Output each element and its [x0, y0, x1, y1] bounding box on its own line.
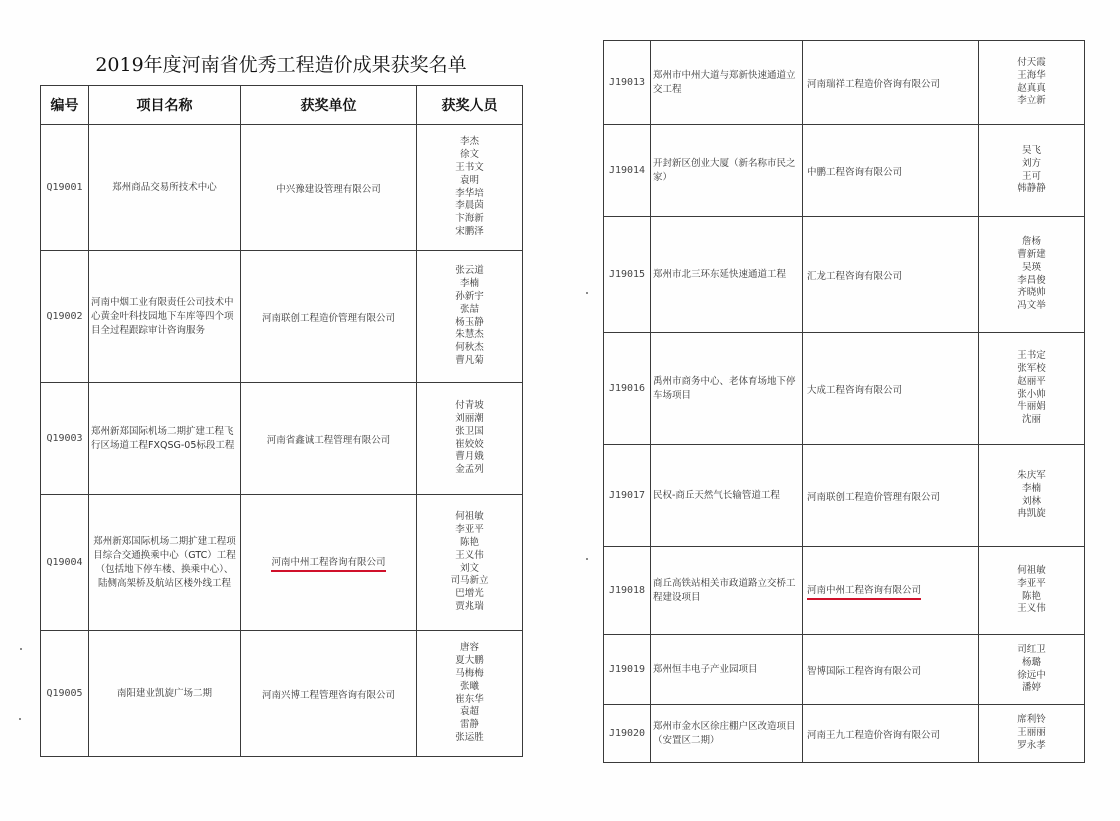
project-name: 郑州新郑国际机场二期扩建工程飞行区场道工程FXQSG-05标段工程 — [89, 383, 241, 495]
person-name: 李亚平 — [455, 524, 484, 536]
person-name: 朱庆军 — [1017, 469, 1046, 481]
person-name: 司红卫 — [1017, 643, 1046, 655]
table-header-row — [41, 86, 523, 125]
award-unit: 大成工程咨询有限公司 — [807, 384, 903, 396]
person-name: 杨璐 — [1021, 656, 1041, 668]
table-row — [604, 333, 1085, 445]
person-name: 袁超 — [459, 706, 479, 718]
person-name: 韩静静 — [1017, 183, 1046, 195]
header-project: 项目名称 — [89, 86, 241, 125]
document-title: 2019年度河南省优秀工程造价成果获奖名单 — [95, 54, 467, 76]
person-name: 王丽丽 — [1017, 727, 1046, 739]
award-unit-cell — [803, 333, 979, 445]
person-name: 李楠 — [1021, 482, 1041, 494]
award-unit-underlined: 河南中州工程咨询有限公司 — [807, 582, 921, 600]
person-name: 雷静 — [459, 719, 479, 731]
award-code: J19014 — [604, 125, 651, 217]
person-name: 吴瑛 — [1021, 261, 1041, 273]
person-name: 崔姣姣 — [455, 438, 484, 450]
person-name: 李昌俊 — [1017, 274, 1046, 286]
project-name: 郑州市北三环东延快速通道工程 — [651, 217, 803, 333]
award-unit-cell — [241, 631, 417, 757]
award-people — [979, 635, 1085, 705]
award-code: Q19005 — [41, 631, 89, 757]
award-unit-underlined: 河南中州工程咨询有限公司 — [271, 554, 385, 572]
award-people — [417, 383, 523, 495]
project-name: 河南中烟工业有限责任公司技术中心黄金叶科技园地下车库等四个项目全过程跟踪审计咨询服务 — [89, 251, 241, 383]
person-name: 王可 — [1021, 170, 1041, 182]
award-code: J19017 — [604, 445, 651, 547]
person-name: 孙新宇 — [455, 290, 484, 302]
table-row — [604, 705, 1085, 763]
table-row — [41, 383, 523, 495]
person-name: 朱慧杰 — [455, 329, 484, 341]
person-name: 詹杨 — [1021, 236, 1041, 248]
award-people — [979, 547, 1085, 635]
award-code: J19013 — [604, 41, 651, 125]
person-name: 杨玉静 — [455, 316, 484, 328]
project-name: 商丘高铁站相关市政道路立交桥工程建设项目 — [651, 547, 803, 635]
table-row — [604, 125, 1085, 217]
award-people — [979, 41, 1085, 125]
person-name: 张运胜 — [455, 731, 484, 743]
person-name: 陈艳 — [459, 536, 479, 548]
person-name: 马梅梅 — [455, 667, 484, 679]
award-code: J19019 — [604, 635, 651, 705]
person-name: 贾兆瑞 — [455, 600, 484, 612]
person-name: 罗永孝 — [1017, 739, 1046, 751]
table-row — [41, 125, 523, 251]
person-name: 何秋杰 — [455, 342, 484, 354]
award-unit: 河南兴博工程管理咨询有限公司 — [261, 689, 395, 701]
person-name: 宋鹏泽 — [455, 225, 484, 237]
table-row — [604, 41, 1085, 125]
person-name: 徐文 — [459, 149, 479, 161]
person-name: 付天霞 — [1017, 56, 1046, 68]
award-unit: 河南联创工程造价管理有限公司 — [807, 491, 941, 503]
person-name: 王义伟 — [1017, 603, 1046, 615]
person-name: 王书文 — [455, 161, 484, 173]
award-people — [979, 217, 1085, 333]
person-name: 巴增光 — [455, 588, 484, 600]
award-code: Q19003 — [41, 383, 89, 495]
person-name: 袁明 — [459, 174, 479, 186]
project-name: 南阳建业凯旋广场二期 — [89, 631, 241, 757]
table-row — [604, 547, 1085, 635]
person-name: 何祖敏 — [455, 511, 484, 523]
award-unit: 智博国际工程咨询有限公司 — [807, 665, 922, 677]
person-name: 张小帅 — [1017, 388, 1046, 400]
award-people — [417, 125, 523, 251]
award-unit-cell — [803, 547, 979, 635]
header-people: 获奖人员 — [417, 86, 523, 125]
award-unit-cell — [803, 445, 979, 547]
project-name: 开封新区创业大厦（新名称市民之家） — [651, 125, 803, 217]
award-unit: 中鹏工程咨询有限公司 — [807, 166, 903, 178]
award-unit: 中兴豫建设管理有限公司 — [276, 183, 381, 195]
header-unit: 获奖单位 — [241, 86, 417, 125]
person-name: 刘丽潮 — [455, 412, 484, 424]
person-name: 曹新建 — [1017, 248, 1046, 260]
project-name: 民权-商丘天然气长输管道工程 — [651, 445, 803, 547]
project-name: 郑州新郑国际机场二期扩建工程项目综合交通换乘中心（GTC）工程（包括地下停车楼、换乘中心）、陆侧高架桥及航站区楼外线工程 — [89, 495, 241, 631]
header-code: 编号 — [41, 86, 89, 125]
award-table-left-body — [41, 125, 523, 757]
person-name: 陈艳 — [1021, 590, 1041, 602]
person-name: 李晨茵 — [455, 200, 484, 212]
award-code: J19020 — [604, 705, 651, 763]
award-unit-cell — [803, 705, 979, 763]
person-name: 张军校 — [1017, 362, 1046, 374]
award-unit-cell — [241, 125, 417, 251]
person-name: 刘文 — [459, 562, 479, 574]
project-name: 禹州市商务中心、老体育场地下停车场项目 — [651, 333, 803, 445]
award-unit: 汇龙工程咨询有限公司 — [807, 270, 903, 282]
award-table-right — [603, 40, 1085, 763]
award-unit-cell — [803, 125, 979, 217]
project-name: 郑州市中州大道与郑新快速通道立交工程 — [651, 41, 803, 125]
person-name: 刘林 — [1021, 495, 1041, 507]
award-people — [979, 125, 1085, 217]
award-table-left — [40, 85, 523, 757]
award-code: J19018 — [604, 547, 651, 635]
person-name: 王书定 — [1017, 350, 1046, 362]
person-name: 张卫国 — [455, 425, 484, 437]
person-name: 刘方 — [1021, 157, 1041, 169]
person-name: 卞海新 — [455, 213, 484, 225]
person-name: 金孟列 — [455, 464, 484, 476]
person-name: 席利铃 — [1017, 714, 1046, 726]
table-row — [41, 251, 523, 383]
award-code: Q19004 — [41, 495, 89, 631]
person-name: 王海华 — [1017, 69, 1046, 81]
award-people — [979, 333, 1085, 445]
award-unit-cell — [241, 495, 417, 631]
person-name: 李立新 — [1017, 95, 1046, 107]
table-row — [41, 631, 523, 757]
award-unit-cell — [803, 635, 979, 705]
person-name: 何祖敏 — [1017, 564, 1046, 576]
table-row — [604, 635, 1085, 705]
award-unit: 河南王九工程造价咨询有限公司 — [807, 729, 941, 741]
award-people — [417, 495, 523, 631]
award-unit-cell — [241, 383, 417, 495]
person-name: 张喆 — [459, 303, 479, 315]
award-unit: 河南省鑫诚工程管理有限公司 — [266, 434, 391, 446]
award-people — [417, 631, 523, 757]
award-unit: 河南瑞祥工程造价咨询有限公司 — [807, 78, 941, 90]
award-unit-cell — [241, 251, 417, 383]
person-name: 李华培 — [455, 187, 484, 199]
award-people — [417, 251, 523, 383]
person-name: 曹月娥 — [455, 451, 484, 463]
award-code: Q19001 — [41, 125, 89, 251]
person-name: 张曦 — [459, 680, 479, 692]
person-name: 潘婷 — [1021, 682, 1041, 694]
person-name: 赵丽平 — [1017, 375, 1046, 387]
project-name: 郑州市金水区徐庄棚户区改造项目（安置区二期） — [651, 705, 803, 763]
person-name: 曹凡菊 — [455, 354, 484, 366]
award-table-right-body — [604, 41, 1085, 763]
scan-speck — [20, 648, 22, 650]
award-unit: 河南联创工程造价管理有限公司 — [261, 312, 395, 324]
person-name: 张云道 — [455, 265, 484, 277]
person-name: 唐容 — [459, 642, 479, 654]
person-name: 冯文举 — [1017, 300, 1046, 312]
award-unit-cell — [803, 41, 979, 125]
person-name: 赵真真 — [1017, 82, 1046, 94]
project-name: 郑州商品交易所技术中心 — [89, 125, 241, 251]
award-unit-cell — [803, 217, 979, 333]
person-name: 李杰 — [459, 136, 479, 148]
person-name: 崔东华 — [455, 693, 484, 705]
scan-speck — [19, 718, 21, 720]
person-name: 王义伟 — [455, 549, 484, 561]
award-people — [979, 445, 1085, 547]
table-row — [41, 495, 523, 631]
person-name: 吴飞 — [1021, 144, 1041, 156]
award-code: J19016 — [604, 333, 651, 445]
person-name: 夏大鹏 — [455, 655, 484, 667]
person-name: 李楠 — [459, 278, 479, 290]
award-code: J19015 — [604, 217, 651, 333]
table-row — [604, 217, 1085, 333]
scan-speck — [586, 558, 588, 560]
person-name: 付青坡 — [455, 400, 484, 412]
scan-speck — [586, 292, 588, 294]
person-name: 冉凯旋 — [1017, 508, 1046, 520]
person-name: 齐晓帅 — [1017, 287, 1046, 299]
person-name: 徐远中 — [1017, 669, 1046, 681]
person-name: 司马新立 — [450, 575, 489, 587]
award-code: Q19002 — [41, 251, 89, 383]
person-name: 沈丽 — [1021, 414, 1041, 426]
person-name: 牛丽娟 — [1017, 401, 1046, 413]
award-people — [979, 705, 1085, 763]
project-name: 郑州恒丰电子产业园项目 — [651, 635, 803, 705]
table-row — [604, 445, 1085, 547]
person-name: 李亚平 — [1017, 577, 1046, 589]
